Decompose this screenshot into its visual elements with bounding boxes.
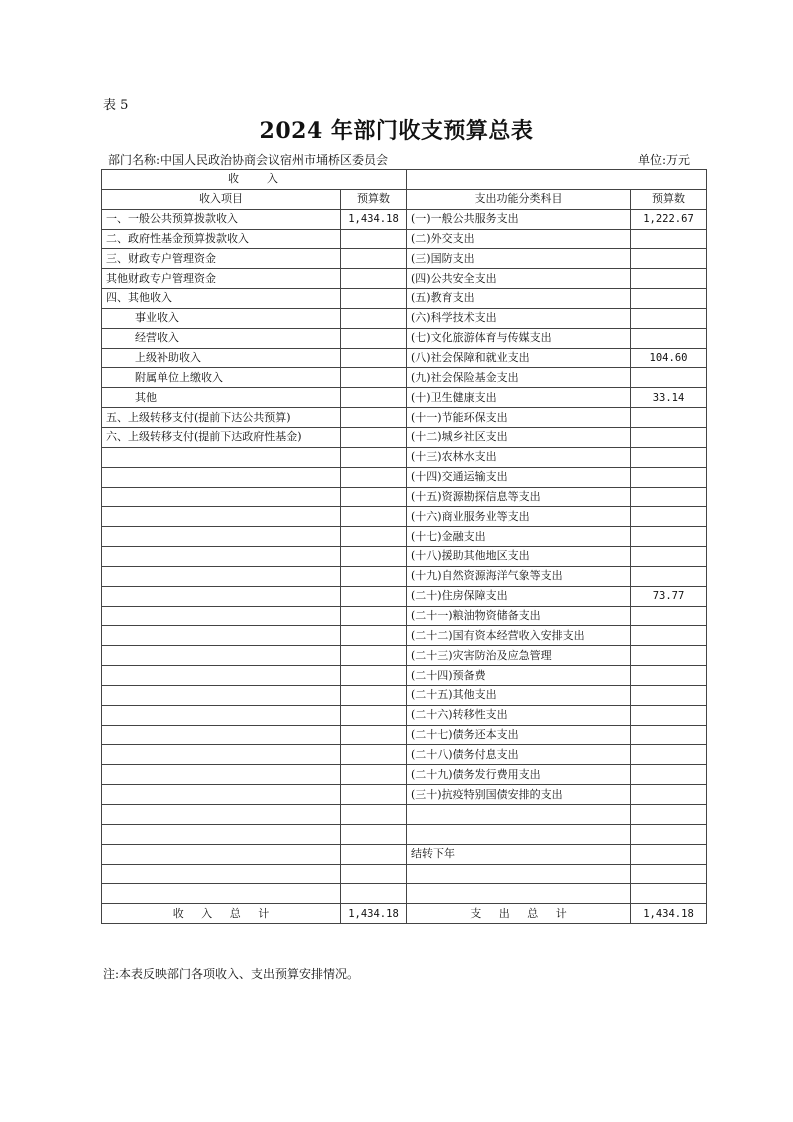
- table-row: [102, 507, 707, 527]
- expense-item-cell: (十二)城乡社区支出: [407, 427, 631, 447]
- income-item-cell: [102, 566, 341, 586]
- income-item-cell: 六、上级转移支付(提前下达政府性基金): [102, 427, 341, 447]
- income-budget-cell: [341, 705, 407, 725]
- income-item-cell: 经营收入: [102, 328, 341, 348]
- income-budget-cell: [341, 566, 407, 586]
- expense-budget-cell: [631, 249, 707, 269]
- expense-budget-cell: [631, 864, 707, 884]
- income-budget-cell: [341, 229, 407, 249]
- income-budget-cell: [341, 308, 407, 328]
- expense-budget-cell: [631, 606, 707, 626]
- income-item-cell: [102, 666, 341, 686]
- expense-budget-cell: [631, 844, 707, 864]
- expense-item-cell: (十三)农林水支出: [407, 447, 631, 467]
- income-total-label: 收 入 总 计: [102, 904, 341, 924]
- table-row: [102, 527, 707, 547]
- expense-item-cell: (十五)资源勘探信息等支出: [407, 487, 631, 507]
- income-budget-cell: [341, 348, 407, 368]
- expense-budget-cell: [631, 725, 707, 745]
- budget-table: [101, 169, 707, 924]
- expense-budget-header: 预算数: [631, 189, 707, 209]
- income-budget-cell: [341, 467, 407, 487]
- table-row: [102, 547, 707, 567]
- income-budget-cell: [341, 824, 407, 844]
- expense-budget-cell: [631, 527, 707, 547]
- expense-total-value: 1,434.18: [631, 904, 707, 924]
- income-item-cell: [102, 884, 341, 904]
- income-item-cell: 其他: [102, 388, 341, 408]
- income-budget-cell: [341, 725, 407, 745]
- income-group-header: 收 入: [102, 170, 407, 190]
- income-item-cell: [102, 626, 341, 646]
- table-row: [102, 229, 707, 249]
- expense-group-header: [407, 170, 707, 190]
- income-budget-cell: [341, 289, 407, 309]
- table-row: [102, 348, 707, 368]
- expense-budget-cell: [631, 765, 707, 785]
- expense-budget-cell: [631, 884, 707, 904]
- expense-budget-cell: [631, 289, 707, 309]
- expense-item-cell: (四)公共安全支出: [407, 269, 631, 289]
- expense-total-label: 支 出 总 计: [407, 904, 631, 924]
- income-budget-cell: [341, 527, 407, 547]
- expense-item-cell: [407, 884, 631, 904]
- income-item-cell: 三、财政专户管理资金: [102, 249, 341, 269]
- table-row: [102, 408, 707, 428]
- table-row: [102, 269, 707, 289]
- income-item-cell: [102, 864, 341, 884]
- table-row: [102, 368, 707, 388]
- income-item-cell: [102, 606, 341, 626]
- income-item-cell: 一、一般公共预算拨款收入: [102, 209, 341, 229]
- expense-budget-cell: [631, 447, 707, 467]
- income-item-cell: [102, 527, 341, 547]
- table-label: 表 5: [103, 98, 129, 113]
- income-item-cell: [102, 646, 341, 666]
- expense-item-cell: (二十二)国有资本经营收入安排支出: [407, 626, 631, 646]
- income-item-cell: [102, 447, 341, 467]
- expense-budget-cell: [631, 507, 707, 527]
- expense-item-cell: (十九)自然资源海洋气象等支出: [407, 566, 631, 586]
- table-row: [102, 308, 707, 328]
- table-body: [102, 209, 707, 904]
- expense-budget-cell: [631, 229, 707, 249]
- expense-budget-cell: 1,222.67: [631, 209, 707, 229]
- income-budget-header: 预算数: [341, 189, 407, 209]
- income-budget-cell: [341, 269, 407, 289]
- income-item-cell: [102, 805, 341, 825]
- expense-item-cell: (三十)抗疫特别国债安排的支出: [407, 785, 631, 805]
- income-budget-cell: [341, 408, 407, 428]
- table-row: [102, 209, 707, 229]
- income-item-cell: [102, 785, 341, 805]
- expense-item-cell: (五)教育支出: [407, 289, 631, 309]
- income-item-cell: [102, 765, 341, 785]
- expense-item-cell: (二十三)灾害防治及应急管理: [407, 646, 631, 666]
- table-row: [102, 447, 707, 467]
- expense-item-cell: (二十)住房保障支出: [407, 586, 631, 606]
- table-row: [102, 328, 707, 348]
- income-item-cell: [102, 824, 341, 844]
- income-budget-cell: [341, 249, 407, 269]
- table-row: [102, 785, 707, 805]
- income-item-cell: 其他财政专户管理资金: [102, 269, 341, 289]
- header-row-columns: [102, 189, 707, 209]
- income-budget-cell: [341, 547, 407, 567]
- department-name: 部门名称:中国人民政治协商会议宿州市埇桥区委员会: [108, 153, 389, 167]
- table-row: [102, 626, 707, 646]
- income-item-cell: [102, 844, 341, 864]
- income-item-cell: [102, 685, 341, 705]
- income-item-cell: 五、上级转移支付(提前下达公共预算): [102, 408, 341, 428]
- income-item-cell: [102, 745, 341, 765]
- income-item-cell: 四、其他收入: [102, 289, 341, 309]
- income-budget-cell: [341, 785, 407, 805]
- expense-item-cell: (七)文化旅游体育与传媒支出: [407, 328, 631, 348]
- table-row: [102, 467, 707, 487]
- expense-item-header: 支出功能分类科目: [407, 189, 631, 209]
- income-budget-cell: [341, 447, 407, 467]
- income-budget-cell: [341, 884, 407, 904]
- table-row: [102, 289, 707, 309]
- expense-budget-cell: [631, 467, 707, 487]
- expense-budget-cell: [631, 705, 707, 725]
- table-row: [102, 249, 707, 269]
- income-budget-cell: 1,434.18: [341, 209, 407, 229]
- expense-item-cell: (二十七)债务还本支出: [407, 725, 631, 745]
- income-item-header: 收入项目: [102, 189, 341, 209]
- expense-budget-cell: [631, 487, 707, 507]
- table-row: [102, 388, 707, 408]
- expense-budget-cell: [631, 745, 707, 765]
- expense-item-cell: (十四)交通运输支出: [407, 467, 631, 487]
- page-title: 2024 年部门收支预算总表: [259, 118, 534, 144]
- expense-budget-cell: [631, 547, 707, 567]
- expense-item-cell: [407, 805, 631, 825]
- income-item-cell: [102, 547, 341, 567]
- expense-item-cell: [407, 824, 631, 844]
- expense-item-cell: (九)社会保险基金支出: [407, 368, 631, 388]
- income-item-cell: [102, 487, 341, 507]
- income-budget-cell: [341, 626, 407, 646]
- header-row-group: [102, 170, 707, 190]
- income-budget-cell: [341, 765, 407, 785]
- income-item-cell: [102, 507, 341, 527]
- expense-budget-cell: [631, 368, 707, 388]
- expense-item-cell: (二)外交支出: [407, 229, 631, 249]
- income-budget-cell: [341, 507, 407, 527]
- expense-item-cell: (二十五)其他支出: [407, 685, 631, 705]
- table-row: [102, 586, 707, 606]
- expense-item-cell: [407, 864, 631, 884]
- income-budget-cell: [341, 368, 407, 388]
- expense-budget-cell: 104.60: [631, 348, 707, 368]
- table-row: [102, 864, 707, 884]
- income-budget-cell: [341, 328, 407, 348]
- income-budget-cell: [341, 646, 407, 666]
- table-row: [102, 666, 707, 686]
- income-budget-cell: [341, 388, 407, 408]
- income-total-value: 1,434.18: [341, 904, 407, 924]
- table-row: [102, 685, 707, 705]
- expense-budget-cell: [631, 328, 707, 348]
- income-budget-cell: [341, 805, 407, 825]
- income-budget-cell: [341, 487, 407, 507]
- expense-item-cell: (三)国防支出: [407, 249, 631, 269]
- income-budget-cell: [341, 666, 407, 686]
- income-item-cell: [102, 586, 341, 606]
- expense-item-cell: (十一)节能环保支出: [407, 408, 631, 428]
- expense-budget-cell: [631, 427, 707, 447]
- income-budget-cell: [341, 685, 407, 705]
- table-row: [102, 805, 707, 825]
- expense-item-cell: (二十一)粮油物资储备支出: [407, 606, 631, 626]
- expense-item-cell: (十六)商业服务业等支出: [407, 507, 631, 527]
- table-row: [102, 487, 707, 507]
- expense-item-cell: (二十四)预备费: [407, 666, 631, 686]
- expense-budget-cell: [631, 408, 707, 428]
- expense-budget-cell: [631, 805, 707, 825]
- table-row: [102, 745, 707, 765]
- income-item-cell: [102, 725, 341, 745]
- expense-item-cell: (十)卫生健康支出: [407, 388, 631, 408]
- expense-item-cell: (十七)金融支出: [407, 527, 631, 547]
- unit-label: 单位:万元: [638, 153, 691, 167]
- table-row: [102, 725, 707, 745]
- table-row: [102, 765, 707, 785]
- footnote: 注:本表反映部门各项收入、支出预算安排情况。: [103, 967, 360, 981]
- income-item-cell: 事业收入: [102, 308, 341, 328]
- table-row: [102, 705, 707, 725]
- expense-budget-cell: [631, 566, 707, 586]
- table-row: [102, 824, 707, 844]
- income-item-cell: [102, 467, 341, 487]
- expense-budget-cell: [631, 646, 707, 666]
- table-row: [102, 884, 707, 904]
- expense-item-cell: (二十九)债务发行费用支出: [407, 765, 631, 785]
- table-row: [102, 606, 707, 626]
- expense-item-cell: (六)科学技术支出: [407, 308, 631, 328]
- expense-item-cell: (八)社会保障和就业支出: [407, 348, 631, 368]
- income-budget-cell: [341, 427, 407, 447]
- expense-item-cell: (一)一般公共服务支出: [407, 209, 631, 229]
- expense-budget-cell: 33.14: [631, 388, 707, 408]
- income-budget-cell: [341, 864, 407, 884]
- expense-budget-cell: [631, 308, 707, 328]
- expense-item-cell: (二十八)债务付息支出: [407, 745, 631, 765]
- expense-item-cell: (十八)援助其他地区支出: [407, 547, 631, 567]
- table-row: [102, 566, 707, 586]
- income-item-cell: 上级补助收入: [102, 348, 341, 368]
- expense-budget-cell: [631, 626, 707, 646]
- total-row: [102, 904, 707, 924]
- expense-budget-cell: [631, 269, 707, 289]
- income-item-cell: [102, 705, 341, 725]
- expense-budget-cell: [631, 785, 707, 805]
- income-budget-cell: [341, 745, 407, 765]
- table-row: [102, 646, 707, 666]
- income-item-cell: 二、政府性基金预算拨款收入: [102, 229, 341, 249]
- table-row: [102, 427, 707, 447]
- income-budget-cell: [341, 586, 407, 606]
- income-budget-cell: [341, 606, 407, 626]
- expense-budget-cell: [631, 666, 707, 686]
- expense-item-cell: (二十六)转移性支出: [407, 705, 631, 725]
- expense-item-cell: 结转下年: [407, 844, 631, 864]
- table-row: [102, 844, 707, 864]
- expense-budget-cell: 73.77: [631, 586, 707, 606]
- expense-budget-cell: [631, 685, 707, 705]
- income-budget-cell: [341, 844, 407, 864]
- expense-budget-cell: [631, 824, 707, 844]
- income-item-cell: 附属单位上缴收入: [102, 368, 341, 388]
